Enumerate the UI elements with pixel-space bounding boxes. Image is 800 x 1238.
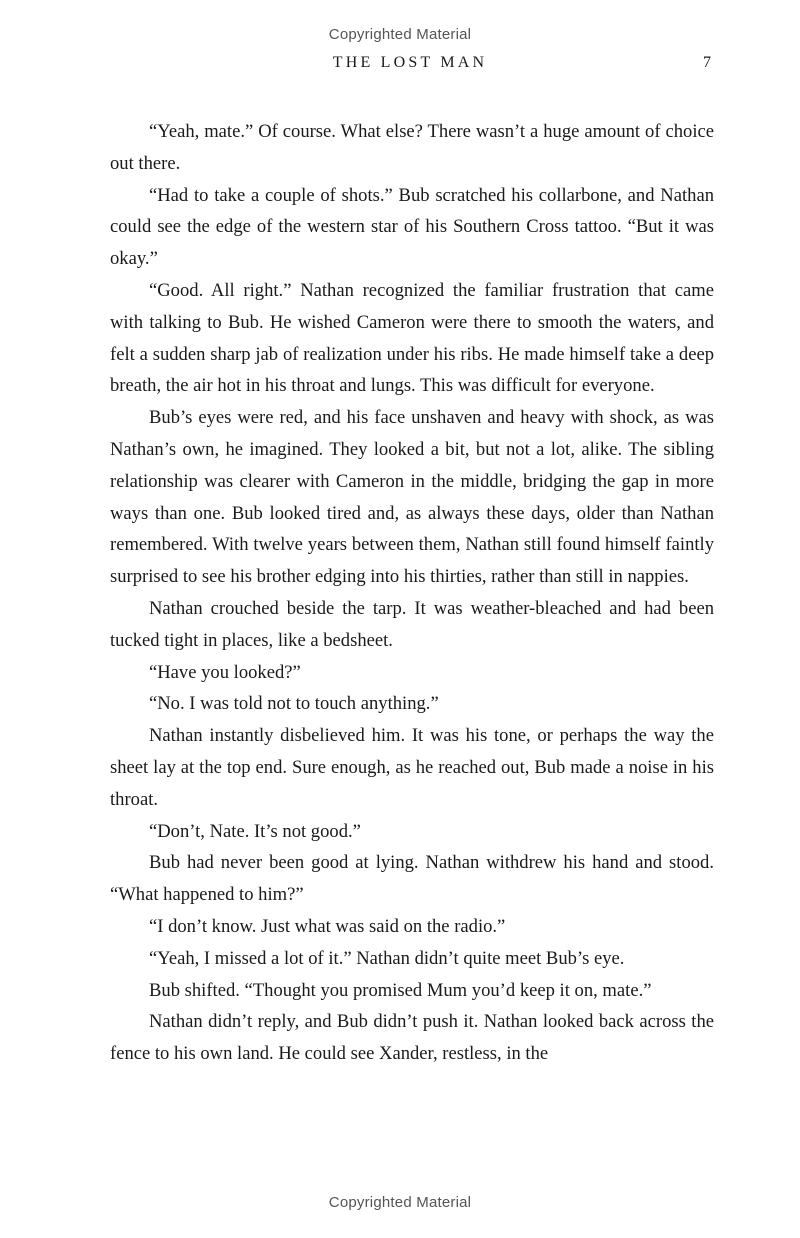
copyright-watermark-top: Copyrighted Material [328,26,472,43]
paragraph: “Had to take a couple of shots.” Bub scratched his collarbone, and Nathan could see the edge of the western star of his Southern Cross tattoo. “But it was okay.” [110,184,714,270]
paragraph: Bub shifted. “Thought you promised Mum you’d keep it on, mate.” [149,979,652,1001]
paragraph: “Yeah, I missed a lot of it.” Nathan didn’t quite meet Bub’s eye. [149,947,625,969]
paragraph: Nathan instantly disbelieved him. It was his tone, or perhaps the way the sheet lay at the top end. Sure enough, as he reached out, Bub made a noise in his throat. [110,725,714,810]
paragraph: Nathan crouched beside the tarp. It was weather-bleached and had been tucked tight in places, like a bedsheet. [110,597,714,651]
copyright-watermark-bottom: Copyrighted Material [328,1194,472,1211]
paragraph: Nathan didn’t reply, and Bub didn’t push it. Nathan looked back across the fence to his own land. He could see Xander, restless, in the [110,1011,714,1065]
paragraph: “Don’t, Nate. It’s not good.” [149,820,361,842]
body-text [110,116,714,1070]
paragraph: “Yeah, mate.” Of course. What else? There wasn’t a huge amount of choice out there. [110,121,714,174]
running-head [0,54,800,76]
paragraph: Bub’s eyes were red, and his face unshaven and heavy with shock, as was Nathan’s own, he imagined. They looked a bit, but not a lot, alike. The sibling relationship was clearer with Cameron in the middle, bridging the gap in more ways than one. Bub looked tired and, as always these days, older than Nathan remembered. With twelve years between them, Nathan still found himself faintly surprised to see his brother edging into his thirties, rather than still in nappies. [110,407,714,588]
page-number: 7 [703,54,711,71]
paragraph: Bub had never been good at lying. Nathan withdrew his hand and stood. “What happened to him?” [110,852,714,906]
paragraph: “Have you looked?” [149,661,301,683]
running-title: THE LOST MAN [332,54,488,71]
paragraph: “Good. All right.” Nathan recognized the familiar frustration that came with talking to Bub. He wished Cameron were there to smooth the waters, and felt a sudden sharp jab of realization under his ribs. He made himself take a deep breath, the air hot in his throat and lungs. This was difficult for everyone. [110,279,714,397]
paragraph: “No. I was told not to touch anything.” [149,693,439,715]
paragraph: “I don’t know. Just what was said on the radio.” [149,915,506,937]
